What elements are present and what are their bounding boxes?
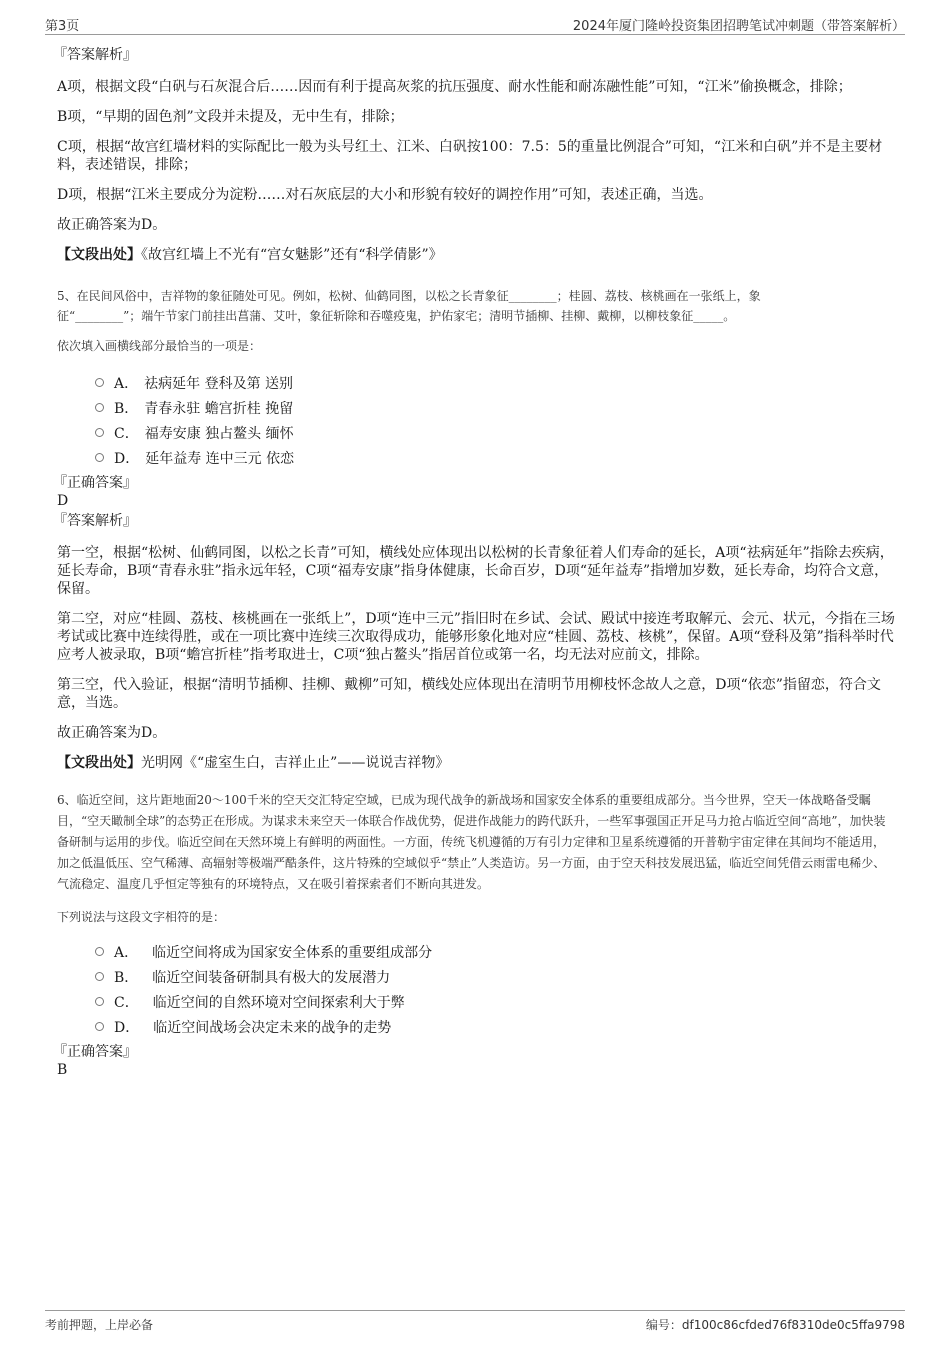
q6-options (95, 939, 895, 1039)
radio-icon[interactable] (95, 972, 104, 981)
option-text: 延年益寿 连中三元 依恋 (145, 450, 295, 467)
option-label: B． (114, 400, 139, 417)
q4-analysis-a: A项，根据文段“白矾与石灰混合后……因而有利于提高灰浆的抗压强度、耐水性能和耐冻融性能”可知，“江米”偷换概念，排除； (57, 79, 852, 95)
option-text: 祛病延年 登科及第 送别 (144, 375, 294, 392)
option-text: 青春永驻 蟾宫折桂 挽留 (144, 400, 294, 417)
q5-blank-2: ________ (75, 309, 124, 323)
option-text: 临近空间的自然环境对空间探索利大于弊 (152, 994, 405, 1011)
radio-icon[interactable] (95, 453, 104, 462)
q6-option-d[interactable] (95, 1014, 895, 1039)
radio-icon[interactable] (95, 378, 104, 387)
option-label: D． (114, 1019, 140, 1036)
q5-analysis-blank1: 第一空，根据“松树、仙鹤同图，以松之长青”可知，横线处应体现出以松树的长青象征着人们寿命的延长，A项“祛病延年”指除去疾病，延长寿命，B项“青春永驻”指永远年轻，C项“福寿安康”指身体健康，长命百岁，D项“延年益寿”指增加岁数，延长寿命，均符合文意，保留。 (57, 545, 894, 597)
option-label: C． (114, 994, 139, 1011)
q4-analysis-b: B项，“早期的固色剂”文段并未提及，无中生有，排除； (57, 109, 404, 125)
q5-conclusion: 故正确答案为D。 (57, 725, 167, 741)
q4-analysis-c: C项，根据“故宫红墙材料的实际配比一般为头号红土、江米、白矾按100：7.5：5的重量比例混合”可知，“江米和白矾”并不是主要材料，表述错误，排除； (57, 139, 883, 173)
q5-option-d[interactable] (95, 445, 895, 470)
q4-conclusion: 故正确答案为D。 (57, 217, 167, 233)
option-label: C． (114, 425, 139, 442)
q5-option-b[interactable] (95, 395, 895, 420)
q6-option-c[interactable] (95, 989, 895, 1014)
radio-icon[interactable] (95, 428, 104, 437)
q5-analysis-label: 『答案解析』 (53, 513, 137, 529)
q5-stem-part2: ；桂圆、荔枝、核桃画在一张纸上，象 (556, 289, 761, 303)
q5-blank-1: ________ (508, 289, 557, 303)
radio-icon[interactable] (95, 403, 104, 412)
q6-option-b[interactable] (95, 964, 895, 989)
document-title: 2024年厦门隆岭投资集团招聘笔试冲刺题（带答案解析） (572, 19, 905, 34)
page-footer (45, 1310, 905, 1335)
q5-options (95, 370, 895, 470)
q5-stem-part5: 。 (723, 309, 736, 323)
option-text: 福寿安康 独占鳌头 缅怀 (144, 425, 294, 442)
q5-answer-label: 『正确答案』 (53, 475, 137, 491)
option-text: 临近空间将成为国家安全体系的重要组成部分 (152, 944, 433, 961)
q5-blank-3: _____ (693, 309, 724, 323)
document-content (53, 46, 895, 1079)
q5-stem-part4: ”；端午节家门前挂出菖蒲、艾叶，象征斩除和吞噬疫鬼，护佑家宅；清明节插柳、挂柳、戴柳，以柳枝象征 (123, 309, 694, 323)
option-label: A． (114, 944, 139, 961)
radio-icon[interactable] (95, 947, 104, 956)
q4-analysis-d: D项，根据“江米主要成分为淀粉……对石灰底层的大小和形貌有较好的调控作用”可知，表述正确，当选。 (57, 187, 713, 203)
q6-answer: B (57, 1062, 68, 1078)
q5-stem (57, 286, 895, 326)
q6-answer-label: 『正确答案』 (53, 1044, 137, 1060)
q4-analysis-label: 『答案解析』 (53, 47, 137, 63)
q6-prompt: 下列说法与这段文字相符的是： (57, 910, 226, 924)
option-label: A． (114, 375, 139, 392)
q5-prompt: 依次填入画横线部分最恰当的一项是： (57, 339, 262, 353)
q4-source-label: 【文段出处】 (57, 247, 141, 263)
q5-answer: D (57, 493, 69, 509)
q5-source-label: 【文段出处】 (57, 755, 141, 771)
option-text: 临近空间装备研制具有极大的发展潜力 (152, 969, 391, 986)
radio-icon[interactable] (95, 997, 104, 1006)
q5-option-c[interactable] (95, 420, 895, 445)
page-number: 第3页 (45, 19, 80, 34)
q4-source-text: 《故宫红墙上不光有“宫女魅影”还有“科学倩影”》 (141, 247, 443, 263)
option-label: B． (114, 969, 139, 986)
q5-analysis-blank3: 第三空，代入验证，根据“清明节插柳、挂柳、戴柳”可知，横线处应体现出在清明节用柳枝怀念故人之意，D项“依恋”指留恋，符合文意，当选。 (57, 677, 881, 711)
q5-source-text: 光明网《“虚室生白，吉祥止止”——说说吉祥物》 (141, 755, 450, 771)
document-id: 编号：df100c86cfded76f8310de0c5ffa9798 (645, 1318, 905, 1332)
footer-slogan: 考前押题，上岸必备 (45, 1318, 154, 1332)
q5-source (57, 754, 895, 772)
page-header (45, 12, 905, 35)
q5-option-a[interactable] (95, 370, 895, 395)
q4-source (57, 246, 895, 264)
q6-stem: 6、临近空间，这片距地面20～100千米的空天交汇特定空域，已成为现代战争的新战场和国家安全体系的重要组成部分。当今世界，空天一体战略备受瞩目，“空天瞰制全球”的态势正在形成。为谋求未来空天一体联合作战优势，促进作战能力的跨代跃升，一些军事强国正开足马力抢占临近空间“高地”，加快装备研制与运用的步伐。临近空间在天然环境上有鲜明的两面性。一方面，传统飞机遵循的万有引力定律和卫星系统遵循的开普勒宇宙定律在其间均不能适用，加之低温低压、空气稀薄、高辐射等极端严酷条件，这片特殊的空域似乎“禁止”人类造访。另一方面，由于空天科技发展迅猛，临近空间凭借云雨雷电稀少、气流稳定、温度几乎恒定等独有的环境特点，又在吸引着探索者们不断向其进发。 (57, 793, 886, 891)
option-text: 临近空间战场会决定未来的战争的走势 (153, 1019, 392, 1036)
radio-icon[interactable] (95, 1022, 104, 1031)
q6-option-a[interactable] (95, 939, 895, 964)
q5-stem-part3: 征“ (57, 309, 76, 323)
option-label: D． (114, 450, 140, 467)
q5-stem-part1: 5、在民间风俗中，吉祥物的象征随处可见。例如，松树、仙鹤同图，以松之长青象征 (57, 289, 509, 303)
q5-analysis-blank2: 第二空，对应“桂圆、荔枝、核桃画在一张纸上”，D项“连中三元”指旧时在乡试、会试、殿试中接连考取解元、会元、状元，今指在三场考试或比赛中连续得胜，或在一项比赛中连续三次取得成功，能够形象化地对应“桂圆、荔枝、核桃”，保留。A项“登科及第”指科举时代应考人被录取，B项“蟾宫折桂”指考取进士，C项“独占鳌头”指居首位或第一名，均无法对应前文，排除。 (57, 611, 895, 663)
